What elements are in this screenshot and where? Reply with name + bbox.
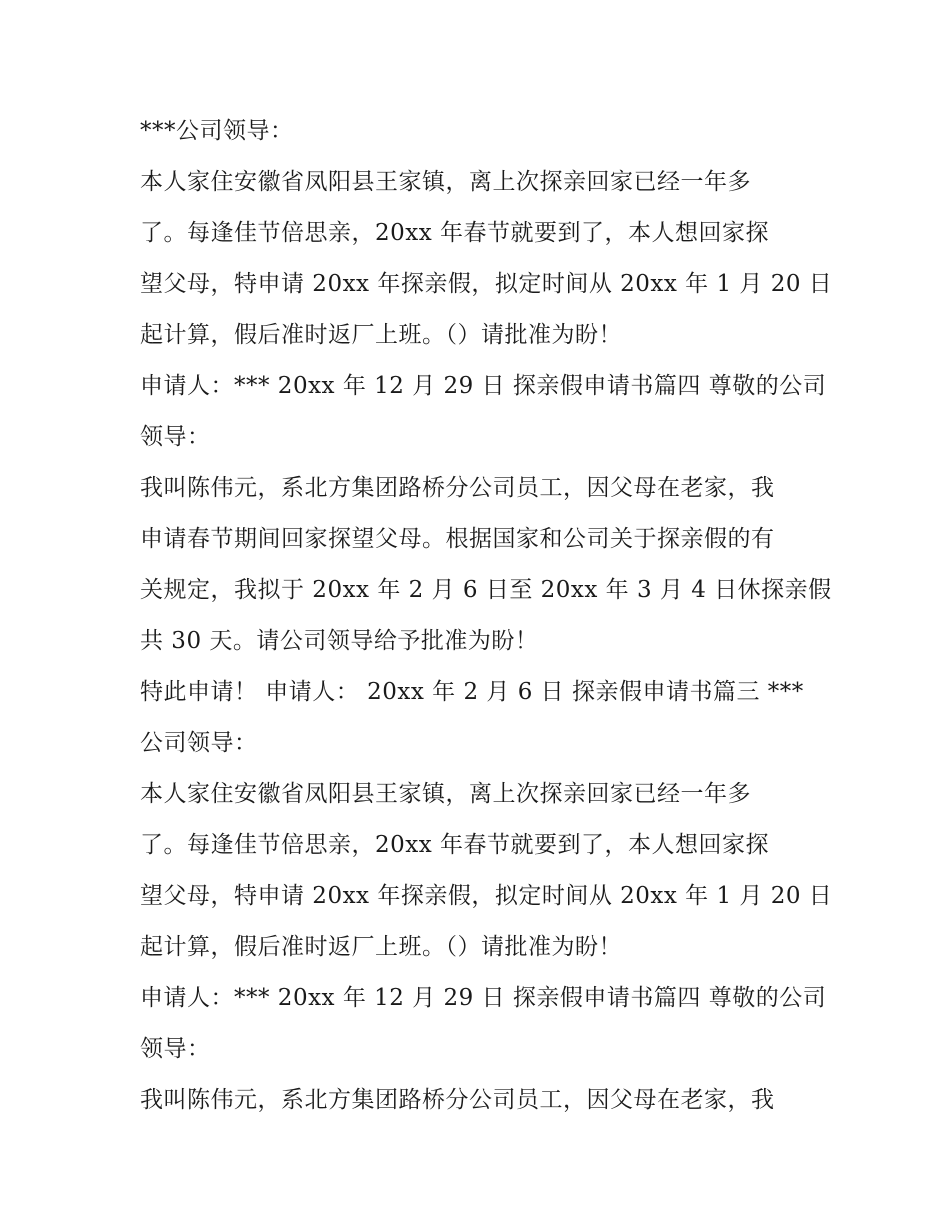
text-line: 关规定，我拟于 20xx 年 2 月 6 日至 20xx 年 3 月 4 日休探亲假 [140, 577, 832, 603]
text-line: 本人家住安徽省凤阳县王家镇，离上次探亲回家已经一年多 [140, 781, 751, 807]
text-line: 公司领导： [140, 730, 258, 756]
text-line: 起计算，假后准时返厂上班。（）请批准为盼！ [140, 934, 622, 960]
text-line: 望父母，特申请 20xx 年探亲假，拟定时间从 20xx 年 1 月 20 日 [140, 883, 833, 909]
text-line: 申请人：*** 20xx 年 12 月 29 日 探亲假申请书篇四 尊敬的公司 [140, 373, 827, 399]
text-line: 领导： [140, 1036, 211, 1062]
text-line: 望父母，特申请 20xx 年探亲假，拟定时间从 20xx 年 1 月 20 日 [140, 271, 833, 297]
text-line: 我叫陈伟元，系北方集团路桥分公司员工，因父母在老家，我 [140, 1087, 775, 1113]
text-line: ***公司领导： [140, 118, 294, 144]
text-line: 起计算，假后准时返厂上班。（）请批准为盼！ [140, 322, 622, 348]
text-line: 了。每逢佳节倍思亲，20xx 年春节就要到了，本人想回家探 [140, 220, 770, 246]
text-line: 共 30 天。请公司领导给予批准为盼！ [140, 628, 539, 654]
text-line: 领导： [140, 424, 211, 450]
text-line: 申请人：*** 20xx 年 12 月 29 日 探亲假申请书篇四 尊敬的公司 [140, 985, 827, 1011]
text-line: 特此申请！ 申请人： 20xx 年 2 月 6 日 探亲假申请书篇三 *** [140, 679, 804, 705]
text-line: 我叫陈伟元，系北方集团路桥分公司员工，因父母在老家，我 [140, 475, 775, 501]
text-line: 了。每逢佳节倍思亲，20xx 年春节就要到了，本人想回家探 [140, 832, 770, 858]
text-line: 本人家住安徽省凤阳县王家镇，离上次探亲回家已经一年多 [140, 169, 751, 195]
document-body [140, 106, 833, 1126]
text-line: 申请春节期间回家探望父母。根据国家和公司关于探亲假的有 [140, 526, 775, 552]
